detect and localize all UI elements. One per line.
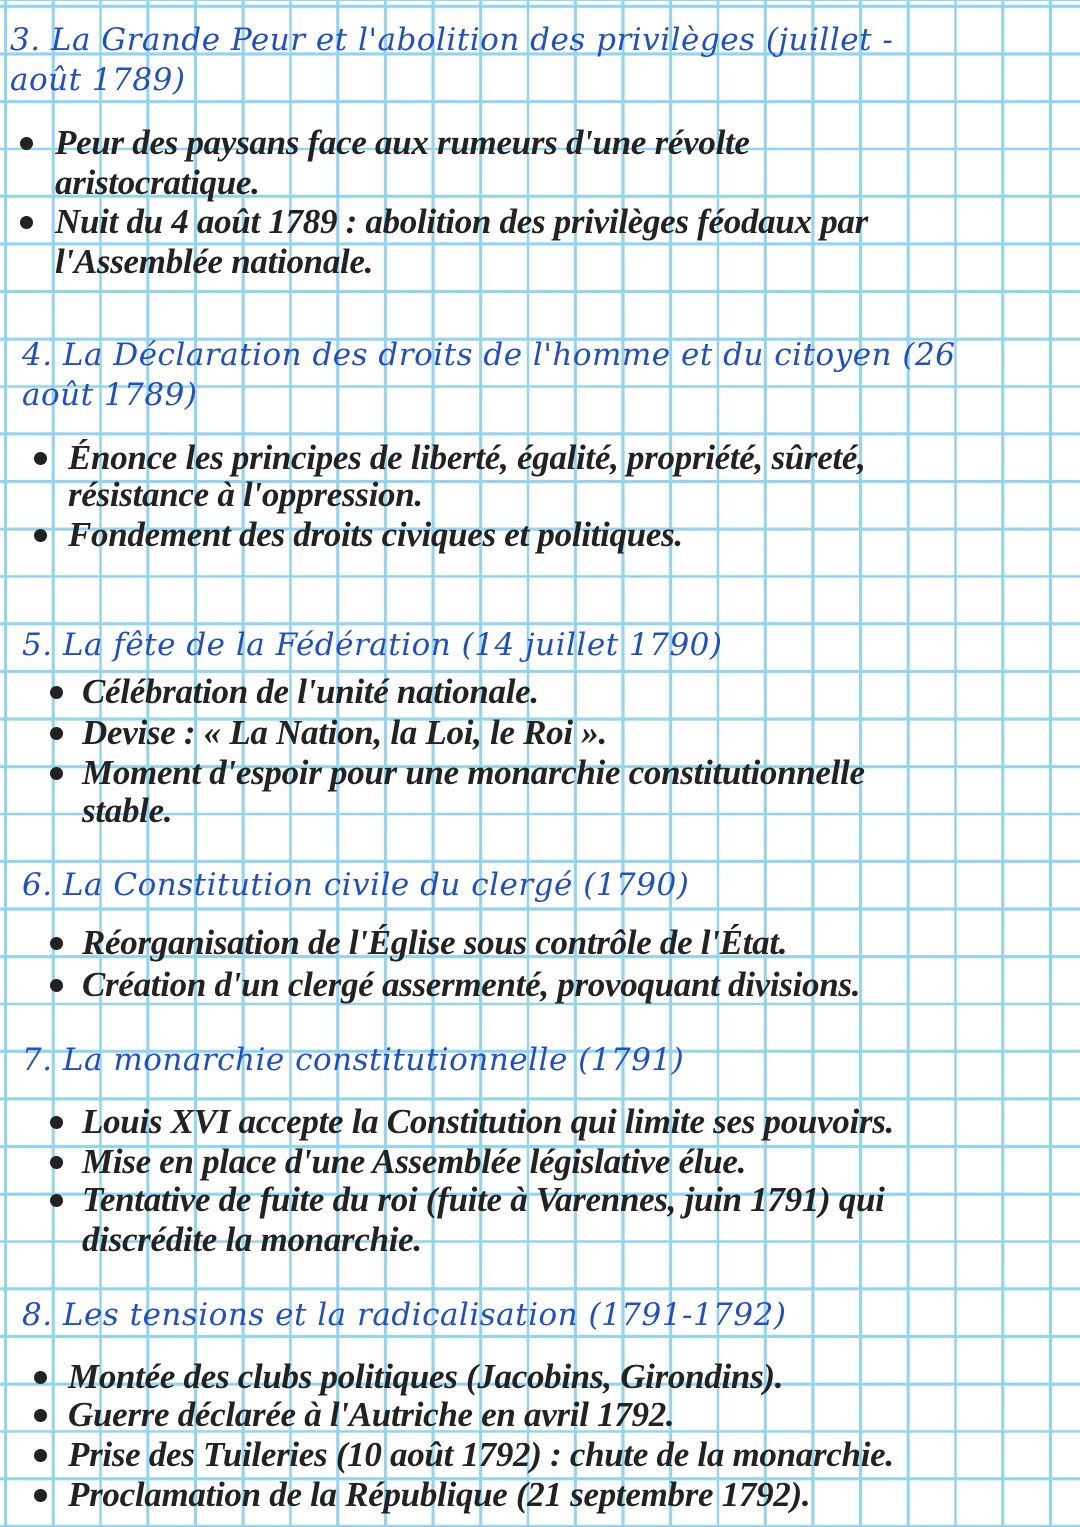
bullet-text: Énonce les principes de liberté, égalité, propriété, sûreté, [68, 438, 866, 477]
bullet-text: stable. [82, 791, 173, 830]
bullet-icon [34, 529, 47, 542]
heading-line: août 1789) [10, 62, 186, 98]
bullet-text: Nuit du 4 août 1789 : abolition des privilèges féodaux par [55, 202, 868, 241]
bullet-text: résistance à l'oppression. [68, 475, 423, 514]
bullet-text: Moment d'espoir pour une monarchie constitutionnelle [82, 753, 865, 792]
bullet-icon [34, 1489, 47, 1502]
bullet-text: Peur des paysans face aux rumeurs d'une révolte [55, 123, 750, 162]
bullet-text: Fondement des droits civiques et politiques. [68, 515, 683, 554]
bullet-text: Prise des Tuileries (10 août 1792) : chute de la monarchie. [68, 1435, 894, 1474]
bullet-icon [34, 1449, 47, 1462]
bullet-text: Montée des clubs politiques (Jacobins, Girondins). [68, 1357, 784, 1396]
bullet-icon [34, 452, 47, 465]
bullet-icon [50, 1156, 63, 1169]
bullet-text: Mise en place d'une Assemblée législative élue. [82, 1142, 747, 1181]
heading-s8: 8. Les tensions et la radicalisation (1791-1792) [22, 1297, 787, 1333]
bullet-text: Création d'un clergé assermenté, provoquant divisions. [82, 965, 861, 1004]
bullet-text: Proclamation de la République (21 septembre 1792). [68, 1475, 811, 1514]
bullet-icon [34, 1409, 47, 1422]
bullet-icon [50, 979, 63, 992]
bullet-icon [50, 937, 63, 950]
bullet-text: Guerre déclarée à l'Autriche en avril 1792. [68, 1395, 675, 1434]
bullet-icon [50, 686, 63, 699]
bullet-text: discrédite la monarchie. [82, 1220, 422, 1259]
bullet-text: Réorganisation de l'Église sous contrôle de l'État. [82, 923, 788, 962]
bullet-icon [50, 727, 63, 740]
bullet-text: Devise : « La Nation, la Loi, le Roi ». [82, 713, 607, 752]
heading-s7: 7. La monarchie constitutionnelle (1791) [22, 1042, 685, 1078]
bullet-icon [20, 216, 33, 229]
bullet-text: l'Assemblée nationale. [55, 242, 374, 281]
heading-s4-cont: août 1789) [22, 377, 198, 413]
bullet-text: Louis XVI accepte la Constitution qui limite ses pouvoirs. [82, 1102, 895, 1141]
bullet-text: Célébration de l'unité nationale. [82, 672, 539, 711]
bullet-icon [34, 1371, 47, 1384]
bullet-icon [20, 137, 33, 150]
bullet-icon [50, 1116, 63, 1129]
bullet-text: Tentative de fuite du roi (fuite à Varennes, juin 1791) qui [82, 1180, 885, 1219]
heading-s5: 5. La fête de la Fédération (14 juillet 1790) [22, 627, 723, 663]
heading-s4: 4. La Déclaration des droits de l'homme et du citoyen (26 [22, 337, 956, 373]
heading-s6: 6. La Constitution civile du clergé (1790) [22, 867, 690, 903]
heading-line: 3. La Grande Peur et l'abolition des privilèges (juillet - [10, 22, 894, 58]
bullet-text: aristocratique. [55, 163, 260, 202]
bullet-icon [50, 767, 63, 780]
bullet-icon [50, 1194, 63, 1207]
